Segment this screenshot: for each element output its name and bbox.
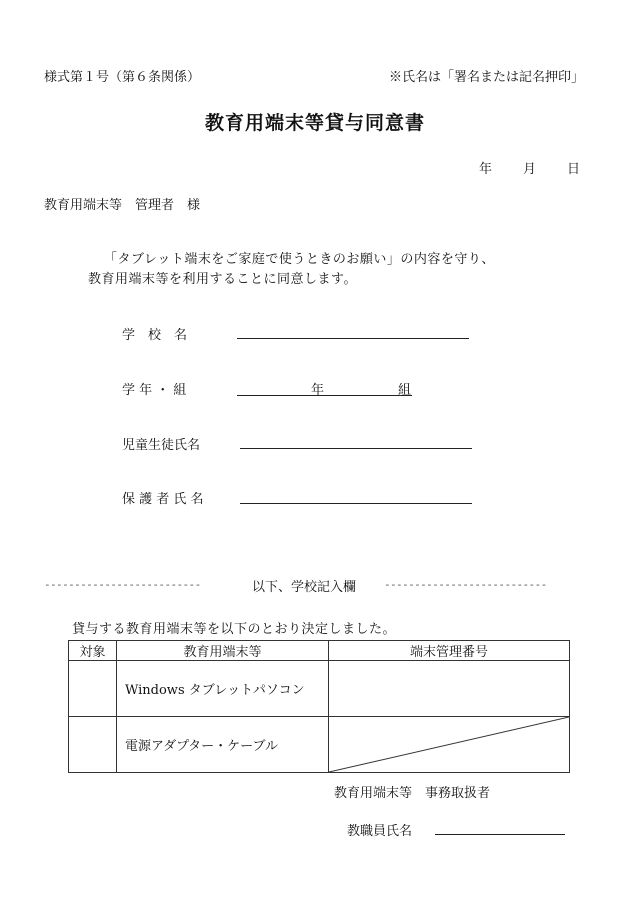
- table-header-row: [69, 641, 570, 661]
- school-name-label: 学 校 名: [122, 328, 188, 343]
- divider-dashes-right: ---------------------------: [384, 578, 547, 591]
- staff-name-label: 教職員氏名: [347, 824, 413, 839]
- diagonal-slash: [329, 717, 569, 772]
- device-tablet: Windows タブレットパソコン: [117, 661, 329, 717]
- guardian-name-label: 保 護 者 氏 名: [122, 492, 204, 507]
- table-row: [69, 661, 570, 717]
- grade-class-label: 学 年 ・ 組: [122, 383, 187, 398]
- management-number-cell[interactable]: [329, 661, 570, 717]
- handler-label: 教育用端末等 事務取扱者: [334, 786, 491, 801]
- school-name-line[interactable]: [237, 338, 469, 339]
- staff-name-line[interactable]: [435, 834, 565, 835]
- divider-dashes-left: --------------------------: [44, 578, 201, 591]
- header-device: 教育用端末等: [117, 641, 329, 661]
- consent-line-1: 「タブレット端末をご家庭で使うときのお願い」の内容を守り、: [104, 252, 495, 267]
- class-unit: 組: [398, 383, 412, 398]
- header-target: 対象: [69, 641, 117, 661]
- divider-label: 以下、学校記入欄: [252, 580, 357, 595]
- management-number-na-cell: [329, 717, 570, 773]
- grade-unit: 年: [311, 383, 325, 398]
- document-title: 教育用端末等貸与同意書: [204, 112, 425, 134]
- form-number: 様式第１号（第６条関係）: [44, 70, 201, 85]
- consent-line-2: 教育用端末等を利用することに同意します。: [88, 272, 357, 287]
- addressee: 教育用端末等 管理者 様: [44, 198, 201, 213]
- guardian-name-line[interactable]: [240, 503, 472, 504]
- date-year: 年: [479, 162, 493, 177]
- student-name-line[interactable]: [240, 448, 472, 449]
- target-checkbox-cell[interactable]: [69, 717, 117, 773]
- lending-table: [68, 640, 570, 773]
- student-name-label: 児童生徒氏名: [122, 438, 201, 453]
- signature-note: ※氏名は「署名または記名押印」: [388, 70, 584, 85]
- target-checkbox-cell[interactable]: [69, 661, 117, 717]
- date-month: 月: [523, 162, 537, 177]
- table-row: [69, 717, 570, 773]
- date-day: 日: [567, 162, 581, 177]
- header-management-number: 端末管理番号: [329, 641, 570, 661]
- grade-class-line[interactable]: [237, 395, 412, 396]
- device-adapter: 電源アダプター・ケーブル: [117, 717, 329, 773]
- school-section-intro: 貸与する教育用端末等を以下のとおり決定しました。: [72, 622, 397, 637]
